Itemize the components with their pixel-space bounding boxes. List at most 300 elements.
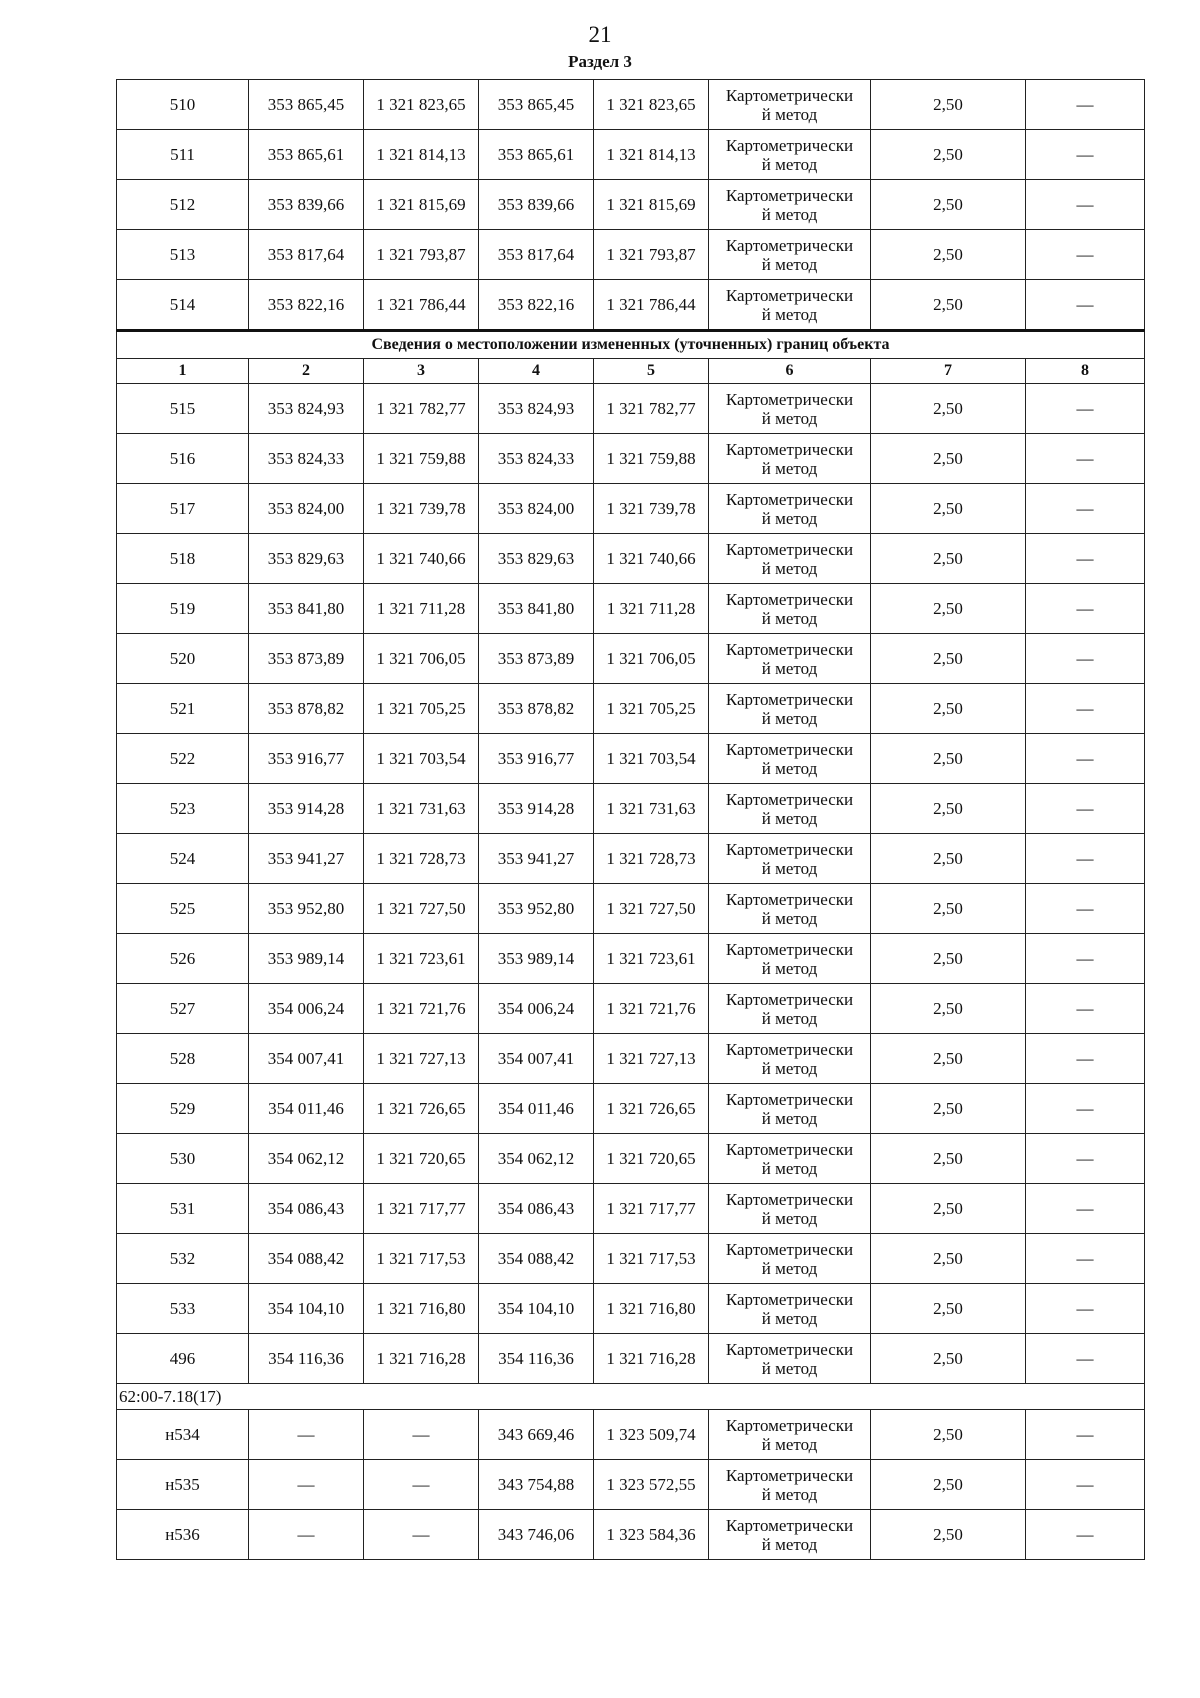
y-coord-cell: 1 321 705,25	[364, 684, 479, 734]
method-text-line2: й метод	[761, 1258, 818, 1278]
x-new-coord-cell: 353 916,77	[479, 734, 594, 784]
x-coord-cell: —	[249, 1510, 364, 1560]
x-coord-cell: 353 941,27	[249, 834, 364, 884]
table-row	[117, 1234, 1145, 1284]
point-number-cell: 526	[117, 934, 249, 984]
method-cell	[709, 684, 871, 734]
point-number-cell: 523	[117, 784, 249, 834]
point-number-cell: 528	[117, 1034, 249, 1084]
table-caption-row	[117, 331, 1145, 359]
method-text-line1: Картометрически	[725, 839, 854, 859]
x-coord-cell: 353 824,93	[249, 384, 364, 434]
method-cell	[709, 1510, 871, 1560]
y-new-coord-cell: 1 321 793,87	[594, 230, 709, 280]
method-text-line2: й метод	[761, 304, 818, 324]
y-coord-cell: 1 321 716,80	[364, 1284, 479, 1334]
x-new-coord-cell: 354 011,46	[479, 1084, 594, 1134]
note-cell: —	[1026, 684, 1145, 734]
accuracy-cell: 2,50	[871, 1284, 1026, 1334]
note-cell: —	[1026, 280, 1145, 331]
y-new-coord-cell: 1 323 509,74	[594, 1410, 709, 1460]
method-text-line1: Картометрически	[725, 1465, 854, 1485]
method-text-line2: й метод	[761, 458, 818, 478]
x-new-coord-cell: 353 817,64	[479, 230, 594, 280]
x-new-coord-cell: 354 007,41	[479, 1034, 594, 1084]
note-cell: —	[1026, 734, 1145, 784]
table-row	[117, 1334, 1145, 1384]
accuracy-cell: 2,50	[871, 534, 1026, 584]
y-new-coord-cell: 1 321 759,88	[594, 434, 709, 484]
y-coord-cell: 1 321 814,13	[364, 130, 479, 180]
x-new-coord-cell: 353 865,45	[479, 80, 594, 130]
point-number-cell: 514	[117, 280, 249, 331]
accuracy-cell: 2,50	[871, 484, 1026, 534]
column-number-row	[117, 359, 1145, 384]
y-new-coord-cell: 1 321 716,28	[594, 1334, 709, 1384]
method-cell	[709, 584, 871, 634]
method-cell	[709, 634, 871, 684]
y-coord-cell: 1 321 717,53	[364, 1234, 479, 1284]
y-new-coord-cell: 1 321 720,65	[594, 1134, 709, 1184]
point-number-cell: 517	[117, 484, 249, 534]
note-cell: —	[1026, 1034, 1145, 1084]
group-label: 62:00-7.18(17)	[117, 1384, 1145, 1410]
note-cell: —	[1026, 1184, 1145, 1234]
y-coord-cell: 1 321 823,65	[364, 80, 479, 130]
method-cell	[709, 834, 871, 884]
y-new-coord-cell: 1 323 584,36	[594, 1510, 709, 1560]
point-number-cell: 515	[117, 384, 249, 434]
table-row	[117, 884, 1145, 934]
accuracy-cell: 2,50	[871, 584, 1026, 634]
method-cell	[709, 734, 871, 784]
y-coord-cell: 1 321 716,28	[364, 1334, 479, 1384]
method-text-line1: Картометрически	[725, 1189, 854, 1209]
method-text-line2: й метод	[761, 558, 818, 578]
method-text-line2: й метод	[761, 958, 818, 978]
y-coord-cell: 1 321 711,28	[364, 584, 479, 634]
y-new-coord-cell: 1 321 786,44	[594, 280, 709, 331]
note-cell: —	[1026, 834, 1145, 884]
note-cell: —	[1026, 180, 1145, 230]
table-row	[117, 734, 1145, 784]
method-text-line1: Картометрически	[725, 689, 854, 709]
method-text-line2: й метод	[761, 1158, 818, 1178]
x-new-coord-cell: 353 914,28	[479, 784, 594, 834]
note-cell: —	[1026, 80, 1145, 130]
y-coord-cell: 1 321 759,88	[364, 434, 479, 484]
note-cell: —	[1026, 484, 1145, 534]
note-cell: —	[1026, 1134, 1145, 1184]
accuracy-cell: 2,50	[871, 834, 1026, 884]
x-coord-cell: 353 824,00	[249, 484, 364, 534]
y-coord-cell: 1 321 727,50	[364, 884, 479, 934]
x-new-coord-cell: 354 104,10	[479, 1284, 594, 1334]
x-coord-cell: 354 011,46	[249, 1084, 364, 1134]
x-coord-cell: 353 817,64	[249, 230, 364, 280]
accuracy-cell: 2,50	[871, 884, 1026, 934]
note-cell: —	[1026, 534, 1145, 584]
note-cell: —	[1026, 1460, 1145, 1510]
note-cell: —	[1026, 634, 1145, 684]
method-text-line1: Картометрически	[725, 135, 854, 155]
note-cell: —	[1026, 1510, 1145, 1560]
note-cell: —	[1026, 934, 1145, 984]
y-new-coord-cell: 1 321 815,69	[594, 180, 709, 230]
table-row	[117, 984, 1145, 1034]
method-cell	[709, 1084, 871, 1134]
method-cell	[709, 130, 871, 180]
section-title: Раздел 3	[568, 52, 632, 71]
method-cell	[709, 534, 871, 584]
x-coord-cell: 353 822,16	[249, 280, 364, 331]
accuracy-cell: 2,50	[871, 180, 1026, 230]
method-cell	[709, 384, 871, 434]
table-row	[117, 180, 1145, 230]
method-text-line2: й метод	[761, 1208, 818, 1228]
column-number-cell: 8	[1026, 359, 1145, 384]
method-text-line2: й метод	[761, 908, 818, 928]
method-text-line1: Картометрически	[725, 989, 854, 1009]
accuracy-cell: 2,50	[871, 1410, 1026, 1460]
method-text-line2: й метод	[761, 658, 818, 678]
method-text-line1: Картометрически	[725, 1139, 854, 1159]
table-row	[117, 1460, 1145, 1510]
y-new-coord-cell: 1 321 782,77	[594, 384, 709, 434]
accuracy-cell: 2,50	[871, 784, 1026, 834]
x-new-coord-cell: 343 669,46	[479, 1410, 594, 1460]
y-coord-cell: 1 321 726,65	[364, 1084, 479, 1134]
y-coord-cell: 1 321 717,77	[364, 1184, 479, 1234]
note-cell: —	[1026, 130, 1145, 180]
method-text-line1: Картометрически	[725, 85, 854, 105]
x-new-coord-cell: 353 824,33	[479, 434, 594, 484]
method-cell	[709, 1460, 871, 1510]
point-number-cell: 525	[117, 884, 249, 934]
y-new-coord-cell: 1 321 711,28	[594, 584, 709, 634]
accuracy-cell: 2,50	[871, 230, 1026, 280]
accuracy-cell: 2,50	[871, 1460, 1026, 1510]
method-cell	[709, 280, 871, 331]
y-coord-cell: 1 321 703,54	[364, 734, 479, 784]
table-row	[117, 1184, 1145, 1234]
group-label-row	[117, 1384, 1145, 1410]
table-row	[117, 1084, 1145, 1134]
method-text-line1: Картометрически	[725, 489, 854, 509]
x-new-coord-cell: 354 006,24	[479, 984, 594, 1034]
table-row	[117, 834, 1145, 884]
column-number-cell: 3	[364, 359, 479, 384]
y-coord-cell: 1 321 739,78	[364, 484, 479, 534]
x-coord-cell: 354 062,12	[249, 1134, 364, 1184]
y-new-coord-cell: 1 321 728,73	[594, 834, 709, 884]
method-text-line2: й метод	[761, 104, 818, 124]
x-new-coord-cell: 353 829,63	[479, 534, 594, 584]
method-cell	[709, 180, 871, 230]
method-text-line2: й метод	[761, 1008, 818, 1028]
x-coord-cell: 353 829,63	[249, 534, 364, 584]
x-coord-cell: 354 116,36	[249, 1334, 364, 1384]
y-new-coord-cell: 1 321 717,77	[594, 1184, 709, 1234]
point-number-cell: 496	[117, 1334, 249, 1384]
x-new-coord-cell: 353 839,66	[479, 180, 594, 230]
x-coord-cell: 354 088,42	[249, 1234, 364, 1284]
y-new-coord-cell: 1 321 740,66	[594, 534, 709, 584]
table-caption: Сведения о местоположении измененных (уточненных) границ объекта	[117, 331, 1145, 359]
method-text-line2: й метод	[761, 808, 818, 828]
point-number-cell: 518	[117, 534, 249, 584]
y-new-coord-cell: 1 323 572,55	[594, 1460, 709, 1510]
method-text-line1: Картометрически	[725, 185, 854, 205]
method-cell	[709, 1234, 871, 1284]
accuracy-cell: 2,50	[871, 934, 1026, 984]
x-coord-cell: 354 007,41	[249, 1034, 364, 1084]
method-text-line1: Картометрически	[725, 439, 854, 459]
x-new-coord-cell: 354 088,42	[479, 1234, 594, 1284]
note-cell: —	[1026, 584, 1145, 634]
y-coord-cell: 1 321 815,69	[364, 180, 479, 230]
method-text-line1: Картометрически	[725, 589, 854, 609]
method-cell	[709, 1134, 871, 1184]
method-text-line1: Картометрически	[725, 889, 854, 909]
method-text-line2: й метод	[761, 204, 818, 224]
accuracy-cell: 2,50	[871, 984, 1026, 1034]
method-text-line2: й метод	[761, 1358, 818, 1378]
method-text-line1: Картометрически	[725, 1289, 854, 1309]
x-coord-cell: 353 839,66	[249, 180, 364, 230]
x-coord-cell: 353 989,14	[249, 934, 364, 984]
note-cell: —	[1026, 884, 1145, 934]
accuracy-cell: 2,50	[871, 280, 1026, 331]
x-new-coord-cell: 354 062,12	[479, 1134, 594, 1184]
table-row	[117, 634, 1145, 684]
accuracy-cell: 2,50	[871, 684, 1026, 734]
note-cell: —	[1026, 784, 1145, 834]
point-number-cell: 527	[117, 984, 249, 1034]
table-row	[117, 934, 1145, 984]
point-number-cell: н534	[117, 1410, 249, 1460]
accuracy-cell: 2,50	[871, 1084, 1026, 1134]
x-new-coord-cell: 353 841,80	[479, 584, 594, 634]
y-new-coord-cell: 1 321 726,65	[594, 1084, 709, 1134]
note-cell: —	[1026, 1284, 1145, 1334]
method-cell	[709, 784, 871, 834]
method-text-line2: й метод	[761, 1308, 818, 1328]
method-text-line1: Картометрически	[725, 739, 854, 759]
note-cell: —	[1026, 1234, 1145, 1284]
x-coord-cell: 354 086,43	[249, 1184, 364, 1234]
x-new-coord-cell: 353 952,80	[479, 884, 594, 934]
method-cell	[709, 1284, 871, 1334]
method-text-line1: Картометрически	[725, 235, 854, 255]
x-coord-cell: —	[249, 1410, 364, 1460]
x-new-coord-cell: 354 086,43	[479, 1184, 594, 1234]
method-text-line1: Картометрически	[725, 789, 854, 809]
accuracy-cell: 2,50	[871, 1510, 1026, 1560]
column-number-cell: 5	[594, 359, 709, 384]
x-coord-cell: 354 104,10	[249, 1284, 364, 1334]
y-coord-cell: 1 321 720,65	[364, 1134, 479, 1184]
method-cell	[709, 230, 871, 280]
y-new-coord-cell: 1 321 721,76	[594, 984, 709, 1034]
x-new-coord-cell: 354 116,36	[479, 1334, 594, 1384]
x-coord-cell: 353 916,77	[249, 734, 364, 784]
x-new-coord-cell: 343 754,88	[479, 1460, 594, 1510]
y-new-coord-cell: 1 321 823,65	[594, 80, 709, 130]
point-number-cell: 521	[117, 684, 249, 734]
method-text-line2: й метод	[761, 1108, 818, 1128]
accuracy-cell: 2,50	[871, 1134, 1026, 1184]
note-cell: —	[1026, 1410, 1145, 1460]
y-new-coord-cell: 1 321 717,53	[594, 1234, 709, 1284]
point-number-cell: н536	[117, 1510, 249, 1560]
y-coord-cell: —	[364, 1510, 479, 1560]
x-new-coord-cell: 353 941,27	[479, 834, 594, 884]
method-text-line2: й метод	[761, 858, 818, 878]
column-number-cell: 4	[479, 359, 594, 384]
y-new-coord-cell: 1 321 814,13	[594, 130, 709, 180]
accuracy-cell: 2,50	[871, 434, 1026, 484]
y-coord-cell: 1 321 723,61	[364, 934, 479, 984]
point-number-cell: 522	[117, 734, 249, 784]
y-new-coord-cell: 1 321 723,61	[594, 934, 709, 984]
x-coord-cell: —	[249, 1460, 364, 1510]
method-text-line1: Картометрически	[725, 539, 854, 559]
y-coord-cell: 1 321 740,66	[364, 534, 479, 584]
y-coord-cell: 1 321 727,13	[364, 1034, 479, 1084]
table-row	[117, 534, 1145, 584]
y-new-coord-cell: 1 321 705,25	[594, 684, 709, 734]
x-new-coord-cell: 353 824,00	[479, 484, 594, 534]
method-text-line2: й метод	[761, 254, 818, 274]
table-row	[117, 230, 1145, 280]
point-number-cell: 533	[117, 1284, 249, 1334]
y-new-coord-cell: 1 321 727,50	[594, 884, 709, 934]
x-new-coord-cell: 353 873,89	[479, 634, 594, 684]
point-number-cell: 513	[117, 230, 249, 280]
x-coord-cell: 353 824,33	[249, 434, 364, 484]
table-row	[117, 484, 1145, 534]
method-text-line1: Картометрически	[725, 285, 854, 305]
method-text-line2: й метод	[761, 608, 818, 628]
x-new-coord-cell: 353 989,14	[479, 934, 594, 984]
method-text-line2: й метод	[761, 1484, 818, 1504]
point-number-cell: 510	[117, 80, 249, 130]
method-cell	[709, 80, 871, 130]
y-coord-cell: 1 321 731,63	[364, 784, 479, 834]
point-number-cell: н535	[117, 1460, 249, 1510]
table-row	[117, 1034, 1145, 1084]
y-coord-cell: 1 321 786,44	[364, 280, 479, 331]
accuracy-cell: 2,50	[871, 130, 1026, 180]
method-text-line2: й метод	[761, 758, 818, 778]
method-text-line2: й метод	[761, 1434, 818, 1454]
method-cell	[709, 1410, 871, 1460]
accuracy-cell: 2,50	[871, 1184, 1026, 1234]
x-coord-cell: 353 914,28	[249, 784, 364, 834]
coordinates-table	[116, 79, 1145, 1560]
column-number-cell: 7	[871, 359, 1026, 384]
accuracy-cell: 2,50	[871, 384, 1026, 434]
accuracy-cell: 2,50	[871, 1034, 1026, 1084]
method-text-line1: Картометрически	[725, 1239, 854, 1259]
x-new-coord-cell: 353 865,61	[479, 130, 594, 180]
method-cell	[709, 1184, 871, 1234]
method-text-line2: й метод	[761, 408, 818, 428]
point-number-cell: 516	[117, 434, 249, 484]
y-new-coord-cell: 1 321 727,13	[594, 1034, 709, 1084]
x-coord-cell: 353 952,80	[249, 884, 364, 934]
method-text-line2: й метод	[761, 708, 818, 728]
x-new-coord-cell: 353 878,82	[479, 684, 594, 734]
point-number-cell: 519	[117, 584, 249, 634]
column-number-cell: 6	[709, 359, 871, 384]
y-new-coord-cell: 1 321 703,54	[594, 734, 709, 784]
table-body	[117, 80, 1145, 1560]
method-text-line2: й метод	[761, 1058, 818, 1078]
note-cell: —	[1026, 434, 1145, 484]
y-new-coord-cell: 1 321 739,78	[594, 484, 709, 534]
method-text-line1: Картометрически	[725, 1039, 854, 1059]
x-coord-cell: 354 006,24	[249, 984, 364, 1034]
method-text-line1: Картометрически	[725, 1089, 854, 1109]
table-row	[117, 384, 1145, 434]
method-text-line1: Картометрически	[725, 1339, 854, 1359]
y-coord-cell: —	[364, 1460, 479, 1510]
table-row	[117, 1410, 1145, 1460]
note-cell: —	[1026, 984, 1145, 1034]
table-row	[117, 784, 1145, 834]
table-row	[117, 1284, 1145, 1334]
accuracy-cell: 2,50	[871, 1234, 1026, 1284]
method-cell	[709, 1034, 871, 1084]
method-cell	[709, 434, 871, 484]
point-number-cell: 520	[117, 634, 249, 684]
point-number-cell: 532	[117, 1234, 249, 1284]
x-coord-cell: 353 873,89	[249, 634, 364, 684]
y-coord-cell: 1 321 793,87	[364, 230, 479, 280]
point-number-cell: 531	[117, 1184, 249, 1234]
x-new-coord-cell: 343 746,06	[479, 1510, 594, 1560]
column-number-cell: 1	[117, 359, 249, 384]
method-text-line2: й метод	[761, 154, 818, 174]
method-cell	[709, 884, 871, 934]
x-coord-cell: 353 865,45	[249, 80, 364, 130]
x-coord-cell: 353 841,80	[249, 584, 364, 634]
point-number-cell: 530	[117, 1134, 249, 1184]
point-number-cell: 524	[117, 834, 249, 884]
table-row	[117, 434, 1145, 484]
accuracy-cell: 2,50	[871, 1334, 1026, 1384]
table-row	[117, 280, 1145, 331]
method-text-line1: Картометрически	[725, 939, 854, 959]
method-text-line1: Картометрически	[725, 1515, 854, 1535]
x-coord-cell: 353 878,82	[249, 684, 364, 734]
point-number-cell: 511	[117, 130, 249, 180]
table-row	[117, 584, 1145, 634]
y-coord-cell: —	[364, 1410, 479, 1460]
method-text-line1: Картометрически	[725, 1415, 854, 1435]
x-coord-cell: 353 865,61	[249, 130, 364, 180]
method-text-line1: Картометрически	[725, 639, 854, 659]
method-cell	[709, 484, 871, 534]
table-row	[117, 684, 1145, 734]
y-new-coord-cell: 1 321 716,80	[594, 1284, 709, 1334]
y-new-coord-cell: 1 321 706,05	[594, 634, 709, 684]
table-row	[117, 130, 1145, 180]
y-new-coord-cell: 1 321 731,63	[594, 784, 709, 834]
note-cell: —	[1026, 1084, 1145, 1134]
